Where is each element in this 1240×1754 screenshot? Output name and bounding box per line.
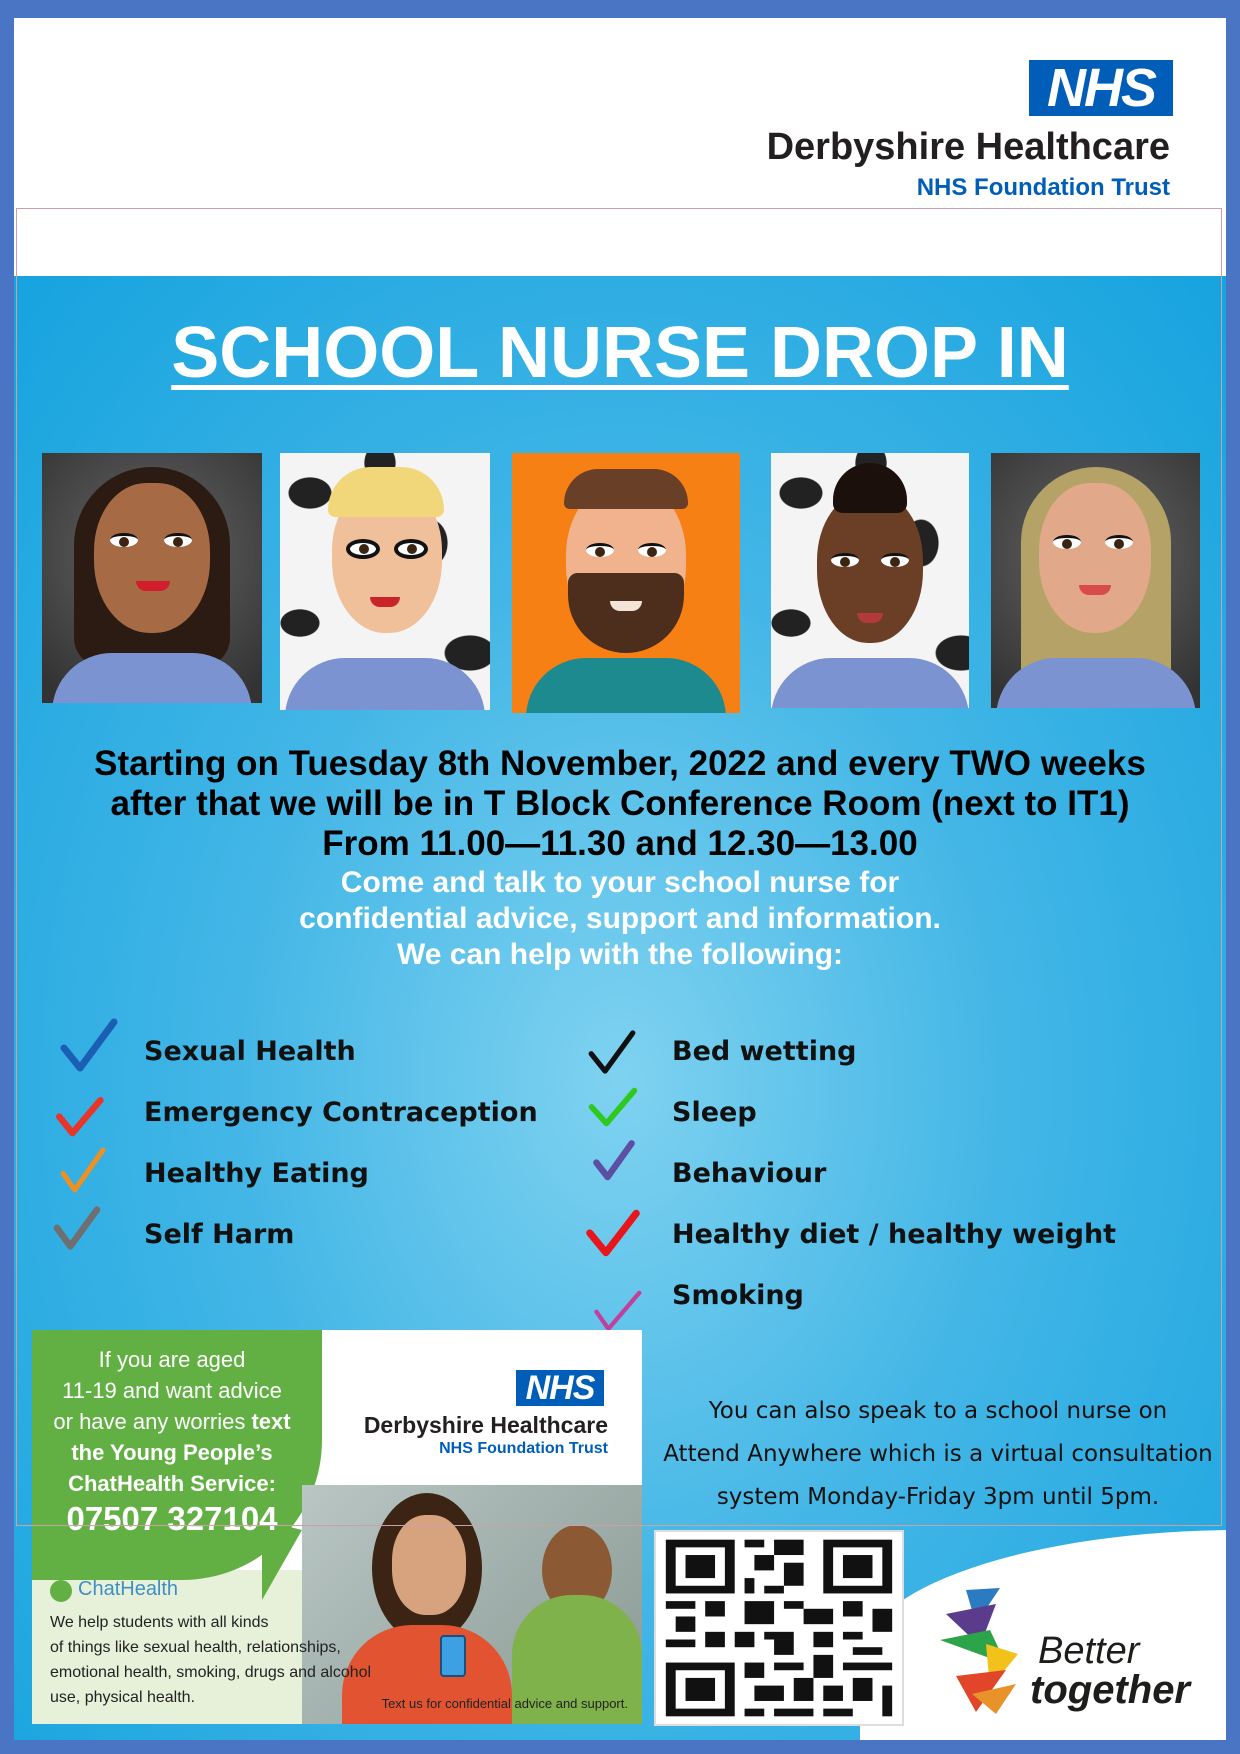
check-icon (590, 1286, 644, 1334)
org-name: Derbyshire Healthcare (766, 126, 1170, 168)
attend-anywhere-line-2: Attend Anywhere which is a virtual consultation (663, 1441, 1213, 1467)
card-org-name: Derbyshire Healthcare (363, 1412, 608, 1438)
avatar-nurse-2 (280, 453, 490, 710)
chathealth-description (50, 1610, 380, 1710)
list-item: Behaviour (672, 1158, 827, 1189)
list-item: Self Harm (144, 1219, 295, 1250)
info-line-1: Starting on Tuesday 8th November, 2022 and every TWO weeks (94, 744, 1146, 783)
better-together-line-2: together (1030, 1668, 1190, 1712)
chathealth-logo-icon (50, 1580, 72, 1602)
info-line-3: From 11.00—11.30 and 12.30—13.00 (322, 824, 918, 863)
card-nhs-logo: NHS (516, 1370, 604, 1406)
chathealth-line-2: 11-19 and want advice (62, 1378, 282, 1403)
check-icon (58, 1018, 118, 1074)
chathealth-desc-3: emotional health, smoking, drugs and alcohol (50, 1664, 372, 1681)
list-item: Smoking (672, 1280, 804, 1311)
avatar-nurse-4 (771, 453, 969, 708)
attend-anywhere-line-1: You can also speak to a school nurse on (708, 1398, 1168, 1424)
chathealth-desc-1: We help students with all kinds (50, 1614, 269, 1631)
chathealth-line-3a: or have any worries (53, 1409, 252, 1434)
check-icon (590, 1136, 638, 1186)
check-icon (52, 1202, 102, 1254)
chathealth-footer: Text us for confidential advice and support. (381, 1696, 628, 1711)
list-item: Sexual Health (144, 1036, 356, 1067)
list-item: Healthy Eating (144, 1158, 369, 1189)
avatar-nurse-5 (991, 453, 1200, 708)
nhs-logo: NHS (1029, 60, 1173, 116)
list-item: Emergency Contraception (144, 1097, 538, 1128)
info-line-2: after that we will be in T Block Conference Room (next to IT1) (110, 784, 1130, 823)
check-icon (584, 1084, 642, 1130)
top-band (0, 0, 1240, 18)
chathealth-phone: 07507 327104 (66, 1500, 278, 1537)
attend-anywhere-line-3: system Monday-Friday 3pm until 5pm. (716, 1484, 1160, 1510)
info-line-5: confidential advice, support and information. (299, 902, 941, 935)
chathealth-brand-text: ChatHealth (78, 1578, 179, 1600)
page-title: SCHOOL NURSE DROP IN (171, 313, 1069, 393)
check-icon (584, 1208, 642, 1258)
list-item: Bed wetting (672, 1036, 857, 1067)
chathealth-line-3b: text (251, 1409, 291, 1434)
better-together-line-1: Better (1038, 1630, 1140, 1672)
chathealth-line-1: If you are aged (98, 1347, 246, 1372)
chathealth-desc-2: of things like sexual health, relationships, (50, 1639, 341, 1656)
attend-anywhere-text (650, 1390, 1226, 1519)
card-org-subtitle: NHS Foundation Trust (439, 1440, 608, 1457)
chathealth-line-5: ChatHealth Service: (68, 1471, 276, 1496)
check-icon (52, 1092, 106, 1138)
chathealth-line-3 (32, 1406, 312, 1437)
check-icon (586, 1026, 638, 1078)
avatar-nurse-3 (512, 453, 740, 713)
qr-code[interactable] (654, 1530, 904, 1726)
chathealth-brand (78, 1578, 178, 1601)
better-together-logo-icon (936, 1584, 1026, 1716)
chathealth-intro (32, 1344, 312, 1499)
chathealth-desc-4: use, physical health. (50, 1689, 195, 1706)
list-item: Sleep (672, 1097, 757, 1128)
avatar-nurse-1 (42, 453, 262, 703)
chathealth-line-4: the Young People’s (71, 1440, 273, 1465)
chathealth-card (32, 1330, 642, 1724)
info-line-4: Come and talk to your school nurse for (340, 866, 900, 899)
info-line-6: We can help with the following: (396, 938, 844, 971)
org-subtitle: NHS Foundation Trust (916, 174, 1170, 201)
list-item: Healthy diet / healthy weight (672, 1219, 1117, 1250)
check-icon (58, 1142, 108, 1198)
